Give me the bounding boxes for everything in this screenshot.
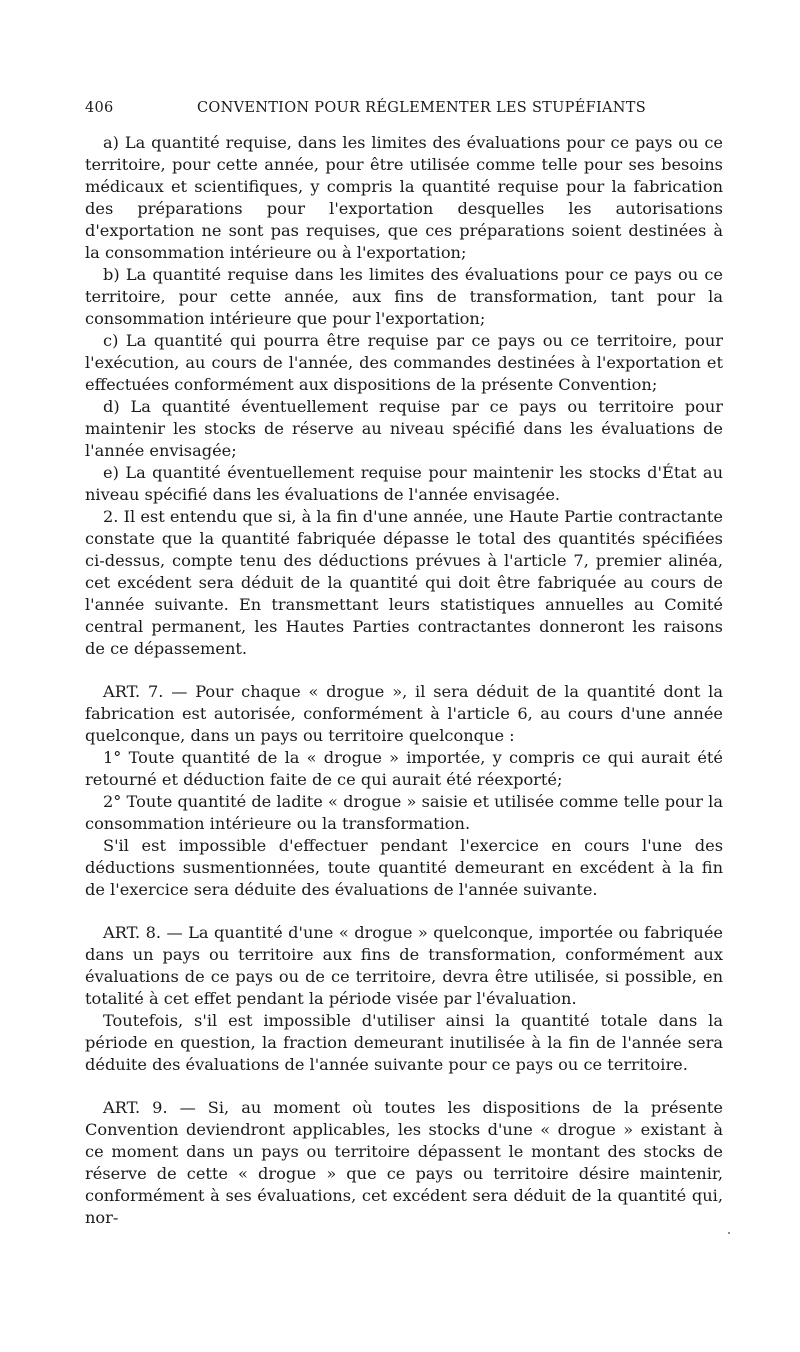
paragraph-a: a) La quantité requise, dans les limites des évaluations pour ce pays ou ce territoire, pour cette année, pour être utilisée comme telle pour ses besoins médicaux et scientifiques, y compris la quantité requise pour la fabrication des préparations pour l'exportation desquelles les autorisations d'exportation ne sont pas requises, que ces préparations soient destinées à la consommation intérieure ou à l'exportation; — [85, 133, 723, 262]
paragraph-d: d) La quantité éventuellement requise par ce pays ou territoire pour maintenir les stocks de réserve au niveau spécifié dans les évaluations de l'année envisagée; — [85, 397, 723, 460]
paragraph-e: e) La quantité éventuellement requise pour maintenir les stocks d'État au niveau spécifié dans les évaluations de l'année envisagée. — [85, 463, 723, 504]
document-body — [85, 132, 723, 1229]
paragraph-c: c) La quantité qui pourra être requise par ce pays ou ce territoire, pour l'exécution, au cours de l'année, des commandes destinées à l'exportation et effectuées conformément aux dispositions de la présente Convention; — [85, 331, 723, 394]
page-header — [85, 100, 723, 122]
article-8-paragraph: Toutefois, s'il est impossible d'utiliser ainsi la quantité totale dans la période en question, la fraction demeurant inutilisée à la fin de l'année sera déduite des évaluations de l'année suivante pour ce pays ou ce territoire. — [85, 1011, 723, 1074]
article-7-item-1: 1° Toute quantité de la « drogue » importée, y compris ce qui aurait été retourné et déduction faite de ce qui aurait été réexporté; — [85, 748, 723, 789]
article-7-paragraph: S'il est impossible d'effectuer pendant l'exercice en cours l'une des déductions susmentionnées, toute quantité demeurant en excédent à la fin de l'exercice sera déduite des évaluations de l'année suivante. — [85, 836, 723, 899]
paragraph-b: b) La quantité requise dans les limites des évaluations pour ce pays ou ce territoire, pour cette année, aux fins de transformation, tant pour la consommation intérieure que pour l'exportation; — [85, 265, 723, 328]
article-9: ART. 9. — Si, au moment où toutes les dispositions de la présente Convention deviendront applicables, les stocks d'une « drogue » existant à ce moment dans un pays ou territoire dépassent le montant des stocks de réserve de cette « drogue » que ce pays ou territoire désire maintenir, conformément à ses évaluations, cet excédent sera déduit de la quantité qui, nor- — [85, 1098, 723, 1227]
running-title: CONVENTION POUR RÉGLEMENTER LES STUPÉFIANTS — [197, 100, 646, 116]
article-7-item-2: 2° Toute quantité de ladite « drogue » saisie et utilisée comme telle pour la consommation intérieure ou la transformation. — [85, 792, 723, 833]
article-7: ART. 7. — Pour chaque « drogue », il sera déduit de la quantité dont la fabrication est autorisée, conformément à l'article 6, au cours d'une année quelconque, dans un pays ou territoire quelconque : — [85, 682, 723, 745]
scan-speck — [728, 1232, 730, 1234]
page-number: 406 — [85, 100, 114, 116]
article-8: ART. 8. — La quantité d'une « drogue » quelconque, importée ou fabriquée dans un pays ou territoire aux fins de transformation, conformément aux évaluations de ce pays ou de ce territoire, devra être utilisée, si possible, en totalité à cet effet pendant la période visée par l'évaluation. — [85, 923, 723, 1008]
paragraph-2: 2. Il est entendu que si, à la fin d'une année, une Haute Partie contractante constate que la quantité fabriquée dépasse le total des quantités spécifiées ci-dessus, compte tenu des déductions prévues à l'article 7, premier alinéa, cet excédent sera déduit de la quantité qui doit être fabriquée au cours de l'année suivante. En transmettant leurs statistiques annuelles au Comité central permanent, les Hautes Parties contractantes donneront les raisons de ce dépassement. — [85, 507, 723, 658]
